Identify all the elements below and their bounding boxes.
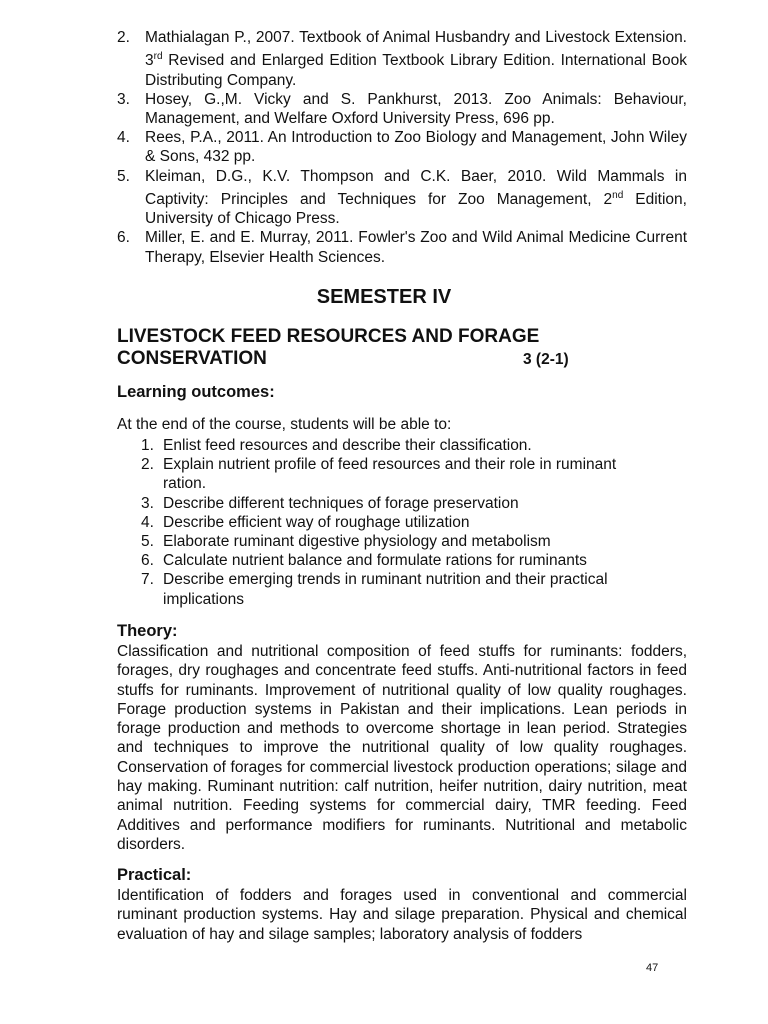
theory-text: Classification and nutritional composition of feed stuffs for ruminants: fodders, forages, dry roughages and concentrate feed stuffs. Anti-nutritional factors in feed stuffs for ruminants. Improvement of nutritional quality of low quality roughages. Forage production systems in Pakistan and their implications. Lean periods in forage production and methods to overcome shortage in lean period. Strategies and techniques to improve the nutritional quality of low quality roughages. Conservation of forages for commercial livestock production operations; silage and hay making. Ruminant nutrition: calf nutrition, heifer nutrition, dairy nutrition, meat animal nutrition. Feeding systems for commercial dairy, TMR feeding. Feed Additives and performance modifiers for ruminants. Nutritional and metabolic disorders. [117, 643, 687, 853]
reference-number: 6. [117, 229, 130, 247]
reference-text: Miller, E. and E. Murray, 2011. Fowler's Zoo and Wild Animal Medicine Current Therapy, Elsevier Health Sciences. [145, 229, 687, 266]
semester-heading: SEMESTER IV [316, 286, 452, 308]
reference-number: 3. [117, 90, 130, 108]
learning-outcomes-list [141, 436, 661, 609]
outcome-text: Describe different techniques of forage preservation [163, 494, 519, 512]
reference-item [117, 228, 687, 266]
page-number: 47 [646, 962, 659, 974]
outcome-number: 1. [141, 437, 154, 454]
outcome-text: Describe efficient way of roughage utilization [163, 513, 470, 531]
reference-text: Hosey, G.,M. Vicky and S. Pankhurst, 2013. Zoo Animals: Behaviour, Management, and Welfare Oxford University Press, 696 pp. [145, 90, 687, 127]
outcome-item [141, 455, 661, 493]
outcome-number: 3. [141, 494, 154, 512]
outcome-text: Calculate nutrient balance and formulate rations for ruminants [163, 552, 587, 570]
outcome-item [141, 494, 661, 513]
outcome-text: Describe emerging trends in ruminant nutrition and their practical implications [163, 571, 608, 608]
outcome-number: 7. [141, 571, 154, 589]
outcome-number: 5. [141, 533, 154, 551]
outcome-item [141, 513, 661, 532]
reference-text: Rees, P.A., 2011. An Introduction to Zoo Biology and Management, John Wiley & Sons, 432 pp. [145, 129, 687, 166]
course-credits: 3 (2-1) [523, 351, 569, 368]
outcome-number: 2. [141, 456, 154, 474]
reference-list [117, 28, 687, 267]
reference-text: Kleiman, D.G., K.V. Thompson and C.K. Baer, 2010. Wild Mammals in Captivity: Principles and Techniques for Zoo Management, 2nd Edition, University of Chicago Press. [145, 167, 687, 228]
practical-text: Identification of fodders and forages used in conventional and commercial ruminant production systems. Hay and silage preparation. Physical and chemical evaluation of hay and silage samples; laboratory analysis of fodders [117, 887, 687, 943]
reference-item [117, 167, 687, 229]
reference-item [117, 28, 687, 90]
outcome-item [141, 551, 661, 570]
outcome-text: Enlist feed resources and describe their classification. [163, 437, 532, 454]
outcome-item [141, 570, 661, 608]
theory-heading: Theory: [117, 622, 178, 640]
reference-text: Mathialagan P., 2007. Textbook of Animal Husbandry and Livestock Extension. 3rd Revised and Enlarged Edition Textbook Library Edition. International Book Distributing Company. [145, 29, 687, 89]
course-title: LIVESTOCK FEED RESOURCES AND FORAGE CONSERVATION [117, 326, 540, 369]
reference-number: 5. [117, 167, 130, 185]
outcome-text: Elaborate ruminant digestive physiology and metabolism [163, 533, 551, 551]
reference-number: 4. [117, 129, 130, 147]
outcome-item [141, 436, 661, 455]
reference-item [117, 90, 687, 128]
outcome-item [141, 532, 661, 551]
practical-heading: Practical: [117, 866, 192, 884]
outcome-number: 4. [141, 513, 154, 531]
learning-outcomes-intro: At the end of the course, students will be able to: [117, 416, 452, 433]
outcome-text: Explain nutrient profile of feed resources and their role in ruminant ration. [163, 456, 617, 493]
reference-item [117, 128, 687, 166]
reference-number: 2. [117, 29, 130, 46]
outcome-number: 6. [141, 552, 154, 570]
learning-outcomes-heading: Learning outcomes: [117, 383, 275, 401]
